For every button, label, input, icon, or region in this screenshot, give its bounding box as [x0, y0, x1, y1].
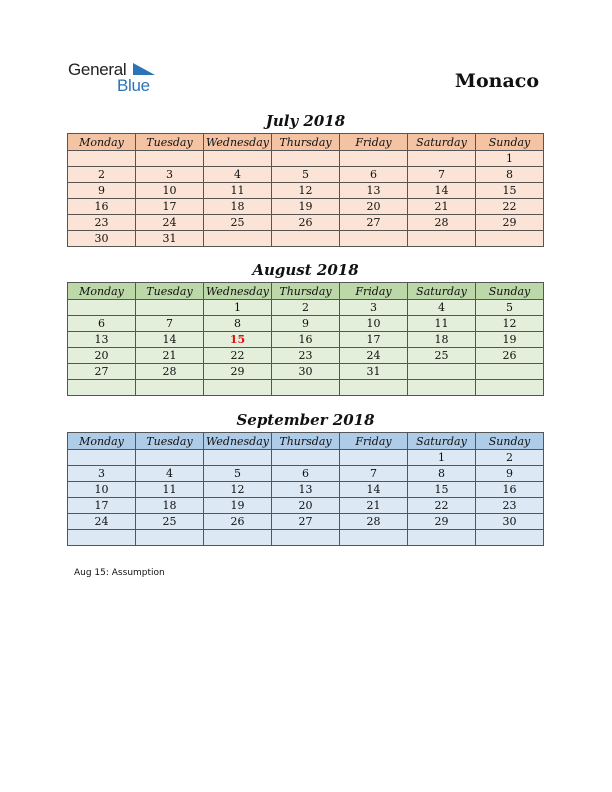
weekday-header-sunday: Sunday: [476, 433, 544, 450]
day-cell: [204, 450, 272, 466]
weekday-header-tuesday: Tuesday: [136, 283, 204, 300]
day-cell: 31: [340, 364, 408, 380]
day-cell: 9: [68, 183, 136, 199]
week-row: [68, 316, 544, 332]
day-cell: 20: [68, 348, 136, 364]
day-cell: 14: [136, 332, 204, 348]
day-cell: 12: [476, 316, 544, 332]
day-cell: 1: [204, 300, 272, 316]
day-cell: 2: [68, 167, 136, 183]
day-cell: [476, 364, 544, 380]
day-cell: 23: [272, 348, 340, 364]
day-cell: 16: [476, 482, 544, 498]
day-cell: 27: [272, 514, 340, 530]
day-cell: [68, 450, 136, 466]
logo-text-general: General: [68, 60, 127, 79]
day-cell: 4: [204, 167, 272, 183]
day-cell: 21: [136, 348, 204, 364]
day-cell: 18: [204, 199, 272, 215]
weekday-header-row: [68, 283, 544, 300]
day-cell: 27: [340, 215, 408, 231]
week-row: [68, 466, 544, 482]
week-row: [68, 183, 544, 199]
day-cell: 16: [68, 199, 136, 215]
weekday-header-monday: Monday: [68, 283, 136, 300]
week-row: [68, 167, 544, 183]
weekday-header-sunday: Sunday: [476, 134, 544, 151]
week-row: [68, 151, 544, 167]
day-cell: [272, 450, 340, 466]
day-cell: [340, 380, 408, 396]
day-cell: 10: [340, 316, 408, 332]
day-cell: [272, 151, 340, 167]
calendar-september: [67, 432, 544, 546]
day-cell: 15: [204, 332, 272, 348]
day-cell: 11: [204, 183, 272, 199]
day-cell: 13: [340, 183, 408, 199]
month-title-september: September 2018: [236, 411, 375, 429]
day-cell: [408, 380, 476, 396]
day-cell: 4: [136, 466, 204, 482]
day-cell: 13: [272, 482, 340, 498]
day-cell: 11: [408, 316, 476, 332]
day-cell: 6: [68, 316, 136, 332]
day-cell: 28: [340, 514, 408, 530]
day-cell: [272, 530, 340, 546]
week-row: [68, 364, 544, 380]
day-cell: [272, 231, 340, 247]
day-cell: 31: [136, 231, 204, 247]
weekday-header-saturday: Saturday: [408, 134, 476, 151]
weekday-header-friday: Friday: [340, 134, 408, 151]
weekday-header-row: [68, 134, 544, 151]
day-cell: 26: [204, 514, 272, 530]
weekday-header-tuesday: Tuesday: [136, 134, 204, 151]
day-cell: [204, 530, 272, 546]
day-cell: 30: [272, 364, 340, 380]
day-cell: 3: [136, 167, 204, 183]
day-cell: 6: [340, 167, 408, 183]
day-cell: 22: [476, 199, 544, 215]
day-cell: 5: [204, 466, 272, 482]
day-cell: [340, 151, 408, 167]
weekday-header-saturday: Saturday: [408, 283, 476, 300]
week-row: [68, 450, 544, 466]
day-cell: 8: [204, 316, 272, 332]
day-cell: 5: [272, 167, 340, 183]
day-cell: 17: [136, 199, 204, 215]
day-cell: [136, 380, 204, 396]
day-cell: 19: [476, 332, 544, 348]
weekday-header-wednesday: Wednesday: [204, 134, 272, 151]
day-cell: [136, 300, 204, 316]
day-cell: 20: [340, 199, 408, 215]
day-cell: [340, 530, 408, 546]
day-cell: 24: [340, 348, 408, 364]
weekday-header-thursday: Thursday: [272, 433, 340, 450]
day-cell: 17: [68, 498, 136, 514]
weekday-header-friday: Friday: [340, 283, 408, 300]
day-cell: [408, 231, 476, 247]
weekday-header-wednesday: Wednesday: [204, 433, 272, 450]
day-cell: [408, 364, 476, 380]
day-cell: 10: [68, 482, 136, 498]
day-cell: 16: [272, 332, 340, 348]
day-cell: 24: [136, 215, 204, 231]
week-row: [68, 300, 544, 316]
day-cell: [340, 231, 408, 247]
weekday-header-wednesday: Wednesday: [204, 283, 272, 300]
day-cell: 20: [272, 498, 340, 514]
holiday-note: Aug 15: Assumption: [74, 568, 165, 578]
day-cell: 25: [204, 215, 272, 231]
day-cell: 29: [476, 215, 544, 231]
day-cell: 11: [136, 482, 204, 498]
day-cell: 9: [476, 466, 544, 482]
day-cell: 3: [340, 300, 408, 316]
day-cell: 2: [272, 300, 340, 316]
day-cell: 3: [68, 466, 136, 482]
day-cell: 15: [476, 183, 544, 199]
day-cell: 7: [136, 316, 204, 332]
day-cell: 19: [272, 199, 340, 215]
day-cell: 25: [136, 514, 204, 530]
day-cell: [408, 530, 476, 546]
day-cell: 30: [476, 514, 544, 530]
day-cell: 28: [136, 364, 204, 380]
day-cell: 26: [476, 348, 544, 364]
day-cell: 15: [408, 482, 476, 498]
day-cell: [136, 530, 204, 546]
weekday-header-thursday: Thursday: [272, 134, 340, 151]
day-cell: [68, 151, 136, 167]
day-cell: [204, 380, 272, 396]
day-cell: 8: [476, 167, 544, 183]
day-cell: 18: [408, 332, 476, 348]
country-title: Monaco: [454, 70, 539, 92]
day-cell: 12: [272, 183, 340, 199]
weekday-header-thursday: Thursday: [272, 283, 340, 300]
day-cell: 29: [408, 514, 476, 530]
weekday-header-monday: Monday: [68, 433, 136, 450]
day-cell: 18: [136, 498, 204, 514]
day-cell: [204, 151, 272, 167]
day-cell: 12: [204, 482, 272, 498]
weekday-header-friday: Friday: [340, 433, 408, 450]
weekday-header-sunday: Sunday: [476, 283, 544, 300]
day-cell: 7: [408, 167, 476, 183]
day-cell: 10: [136, 183, 204, 199]
brand-logo: [68, 60, 168, 96]
day-cell: [476, 231, 544, 247]
week-row: [68, 231, 544, 247]
day-cell: 28: [408, 215, 476, 231]
day-cell: [136, 151, 204, 167]
weekday-header-monday: Monday: [68, 134, 136, 151]
day-cell: 1: [476, 151, 544, 167]
week-row: [68, 498, 544, 514]
day-cell: 21: [340, 498, 408, 514]
day-cell: 24: [68, 514, 136, 530]
day-cell: [136, 450, 204, 466]
day-cell: 26: [272, 215, 340, 231]
day-cell: 29: [204, 364, 272, 380]
day-cell: 2: [476, 450, 544, 466]
month-title-august: August 2018: [252, 261, 359, 279]
day-cell: 9: [272, 316, 340, 332]
day-cell: 19: [204, 498, 272, 514]
day-cell: 23: [476, 498, 544, 514]
day-cell: [476, 530, 544, 546]
week-row: [68, 332, 544, 348]
weekday-header-row: [68, 433, 544, 450]
day-cell: 1: [408, 450, 476, 466]
calendar-august: [67, 282, 544, 396]
calendar-july: [67, 133, 544, 247]
week-row: [68, 199, 544, 215]
day-cell: [68, 380, 136, 396]
day-cell: 23: [68, 215, 136, 231]
day-cell: 27: [68, 364, 136, 380]
week-row: [68, 380, 544, 396]
day-cell: 4: [408, 300, 476, 316]
day-cell: 8: [408, 466, 476, 482]
day-cell: 30: [68, 231, 136, 247]
day-cell: 14: [408, 183, 476, 199]
day-cell: [68, 530, 136, 546]
weekday-header-tuesday: Tuesday: [136, 433, 204, 450]
day-cell: 13: [68, 332, 136, 348]
weekday-header-saturday: Saturday: [408, 433, 476, 450]
day-cell: [408, 151, 476, 167]
month-title-july: July 2018: [265, 112, 346, 130]
day-cell: [204, 231, 272, 247]
day-cell: [476, 380, 544, 396]
day-cell: [272, 380, 340, 396]
week-row: [68, 215, 544, 231]
week-row: [68, 482, 544, 498]
day-cell: 25: [408, 348, 476, 364]
day-cell: [68, 300, 136, 316]
day-cell: 22: [408, 498, 476, 514]
day-cell: 22: [204, 348, 272, 364]
day-cell: 7: [340, 466, 408, 482]
week-row: [68, 348, 544, 364]
logo-text-blue: Blue: [117, 76, 150, 95]
day-cell: 6: [272, 466, 340, 482]
day-cell: 5: [476, 300, 544, 316]
day-cell: [340, 450, 408, 466]
day-cell: 17: [340, 332, 408, 348]
day-cell: 21: [408, 199, 476, 215]
week-row: [68, 530, 544, 546]
week-row: [68, 514, 544, 530]
logo-triangle-icon: [133, 63, 155, 77]
day-cell: 14: [340, 482, 408, 498]
